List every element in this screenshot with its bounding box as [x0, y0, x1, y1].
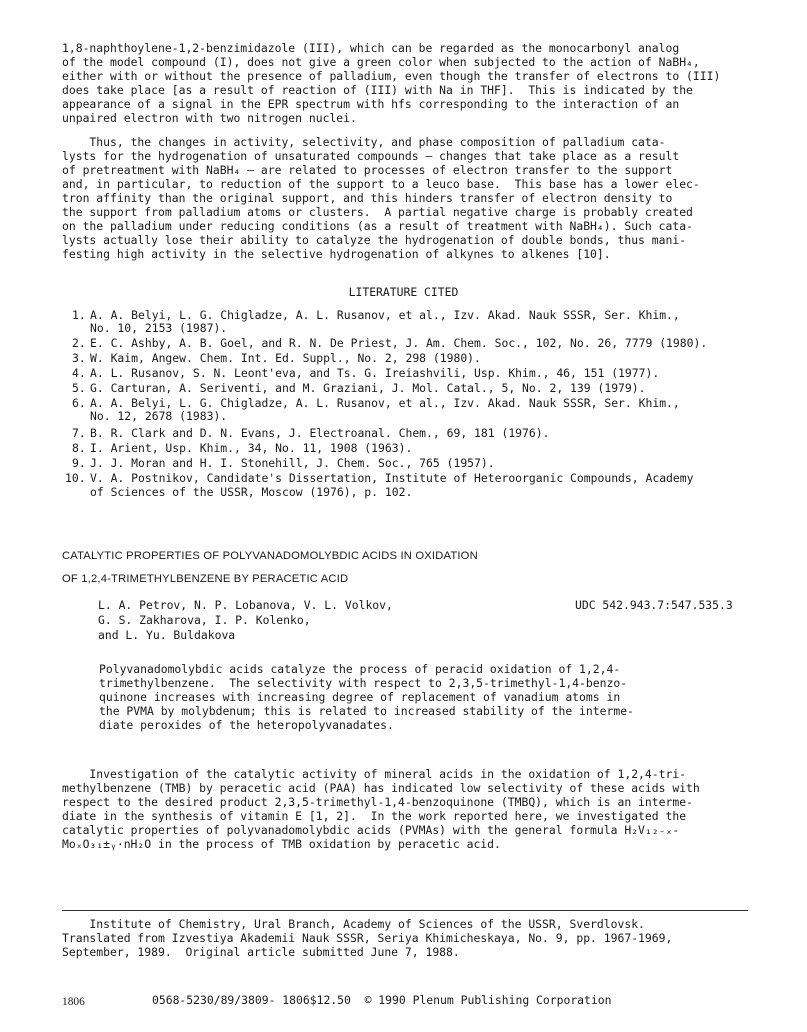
- reference-number: 10.: [65, 471, 86, 485]
- page-number: 1806: [62, 996, 85, 1008]
- text-line: on the palladium under reducing conditions (as a result of treatment with NaBH₄). Such cata-: [62, 219, 693, 233]
- text-line: Investigation of the catalytic activity of mineral acids in the oxidation of 1,2,4-tri-: [62, 767, 687, 781]
- title-line: OF 1,2,4-TRIMETHYLBENZENE BY PERACETIC ACID: [62, 573, 349, 585]
- author-line: G. S. Zakharova, I. P. Kolenko,: [98, 613, 311, 627]
- reference-number: 7.: [72, 426, 86, 440]
- reference-text: E. C. Ashby, A. B. Goel, and R. N. De Priest, J. Am. Chem. Soc., 102, No. 26, 7779 (1980).: [90, 336, 708, 350]
- abstract-line: diate peroxides of the heteropolyvanadates.: [99, 718, 394, 732]
- reference-number: 9.: [72, 456, 86, 470]
- text-line: tron affinity than the original support, and this hinders transfer of electron density to: [62, 191, 673, 205]
- text-line: either with or without the presence of palladium, even though the transfer of electrons to (III): [62, 69, 721, 83]
- footnote-divider: [62, 910, 748, 911]
- footnote-line: Institute of Chemistry, Ural Branch, Academy of Sciences of the USSR, Sverdlovsk.: [62, 917, 645, 931]
- reference-text: B. R. Clark and D. N. Evans, J. Electroanal. Chem., 69, 181 (1976).: [90, 426, 550, 440]
- text-line: lysts for the hydrogenation of unsaturated compounds — changes that take place as a result: [62, 149, 680, 163]
- reference-number: 4.: [72, 366, 86, 380]
- reference-text: No. 10, 2153 (1987).: [90, 321, 228, 335]
- reference-text: A. L. Rusanov, S. N. Leont'eva, and Ts. G. Ireiashvili, Usp. Khim., 46, 151 (1977).: [90, 366, 660, 380]
- reference-text: No. 12, 2678 (1983).: [90, 409, 228, 423]
- text-line: appearance of a signal in the EPR spectrum with hfs corresponding to the interaction of an: [62, 97, 680, 111]
- reference-number: 3.: [72, 351, 86, 365]
- text-line: of pretreatment with NaBH₄ — are related to processes of electron transfer to the support: [62, 163, 673, 177]
- reference-text: W. Kaim, Angew. Chem. Int. Ed. Suppl., No. 2, 298 (1980).: [90, 351, 481, 365]
- reference-number: 1.: [72, 308, 86, 322]
- reference-text: of Sciences of the USSR, Moscow (1976), p. 102.: [90, 485, 413, 499]
- reference-text: A. A. Belyi, L. G. Chigladze, A. L. Rusanov, et al., Izv. Akad. Nauk SSSR, Ser. Khim.,: [90, 308, 680, 322]
- reference-number: 2.: [72, 336, 86, 350]
- title-line: CATALYTIC PROPERTIES OF POLYVANADOMOLYBDIC ACIDS IN OXIDATION: [62, 550, 478, 562]
- reference-text: V. A. Postnikov, Candidate's Dissertation, Institute of Heteroorganic Compounds, Academy: [90, 471, 694, 485]
- footnote-line: Translated from Izvestiya Akademii Nauk SSSR, Seriya Khimicheskaya, No. 9, pp. 1967-1969,: [62, 931, 673, 945]
- text-line: festing high activity in the selective hydrogenation of alkynes to alkenes [10].: [62, 247, 611, 261]
- text-line: MoₓO₃₁±ᵧ·nH₂O in the process of TMB oxidation by peracetic acid.: [62, 837, 501, 851]
- copyright-line: 0568-5230/89/3809- 1806$12.50 © 1990 Plenum Publishing Corporation: [152, 993, 612, 1007]
- text-line: respect to the desired product 2,3,5-trimethyl-1,4-benzoquinone (TMBQ), which is an interme-: [62, 795, 693, 809]
- text-line: diate in the synthesis of vitamin E [1, 2]. In the work reported here, we investigated the: [62, 809, 687, 823]
- literature-heading: LITERATURE CITED: [348, 285, 459, 299]
- footnote-line: September, 1989. Original article submitted June 7, 1988.: [62, 945, 460, 959]
- text-line: the support from palladium atoms or clusters. A partial negative charge is probably created: [62, 205, 693, 219]
- author-line: L. A. Petrov, N. P. Lobanova, V. L. Volkov,: [98, 598, 393, 612]
- reference-text: A. A. Belyi, L. G. Chigladze, A. L. Rusanov, et al., Izv. Akad. Nauk SSSR, Ser. Khim.,: [90, 396, 680, 410]
- text-line: does take place [as a result of reaction of (III) with Na in THF]. This is indicated by the: [62, 83, 693, 97]
- text-line: methylbenzene (TMB) by peracetic acid (PAA) has indicated low selectivity of these acids with: [62, 781, 700, 795]
- abstract-line: quinone increases with increasing degree of replacement of vanadium atoms in: [99, 690, 621, 704]
- reference-text: J. J. Moran and H. I. Stonehill, J. Chem. Soc., 765 (1957).: [90, 456, 495, 470]
- text-line: Thus, the changes in activity, selectivity, and phase composition of palladium cata-: [62, 135, 666, 149]
- reference-number: 8.: [72, 441, 86, 455]
- author-line: and L. Yu. Buldakova: [98, 628, 236, 642]
- text-line: lysts actually lose their ability to catalyze the hydrogenation of double bonds, thus mani-: [62, 233, 687, 247]
- udc-code: UDC 542.943.7:547.535.3: [575, 598, 733, 612]
- reference-number: 5.: [72, 381, 86, 395]
- abstract-line: trimethylbenzene. The selectivity with respect to 2,3,5-trimethyl-1,4-benzo-: [99, 676, 628, 690]
- text-line: of the model compound (I), does not give a green color when subjected to the action of NaBH₄,: [62, 55, 700, 69]
- text-line: and, in particular, to reduction of the support to a leuco base. This base has a lower elec-: [62, 177, 700, 191]
- reference-number: 6.: [72, 396, 86, 410]
- reference-text: I. Arient, Usp. Khim., 34, No. 11, 1908 (1963).: [90, 441, 413, 455]
- text-line: unpaired electron with two nitrogen nuclei.: [62, 111, 357, 125]
- abstract-line: the PVMA by molybdenum; this is related to increased stability of the interme-: [99, 704, 634, 718]
- abstract-line: Polyvanadomolybdic acids catalyze the process of peracid oxidation of 1,2,4-: [99, 662, 621, 676]
- text-line: catalytic properties of polyvanadomolybdic acids (PVMAs) with the general formula H₂V₁₂₋ₓ-: [62, 823, 680, 837]
- text-line: 1,8-naphthoylene-1,2-benzimidazole (III), which can be regarded as the monocarbonyl analog: [62, 41, 680, 55]
- reference-text: G. Carturan, A. Seriventi, and M. Graziani, J. Mol. Catal., 5, No. 2, 139 (1979).: [90, 381, 646, 395]
